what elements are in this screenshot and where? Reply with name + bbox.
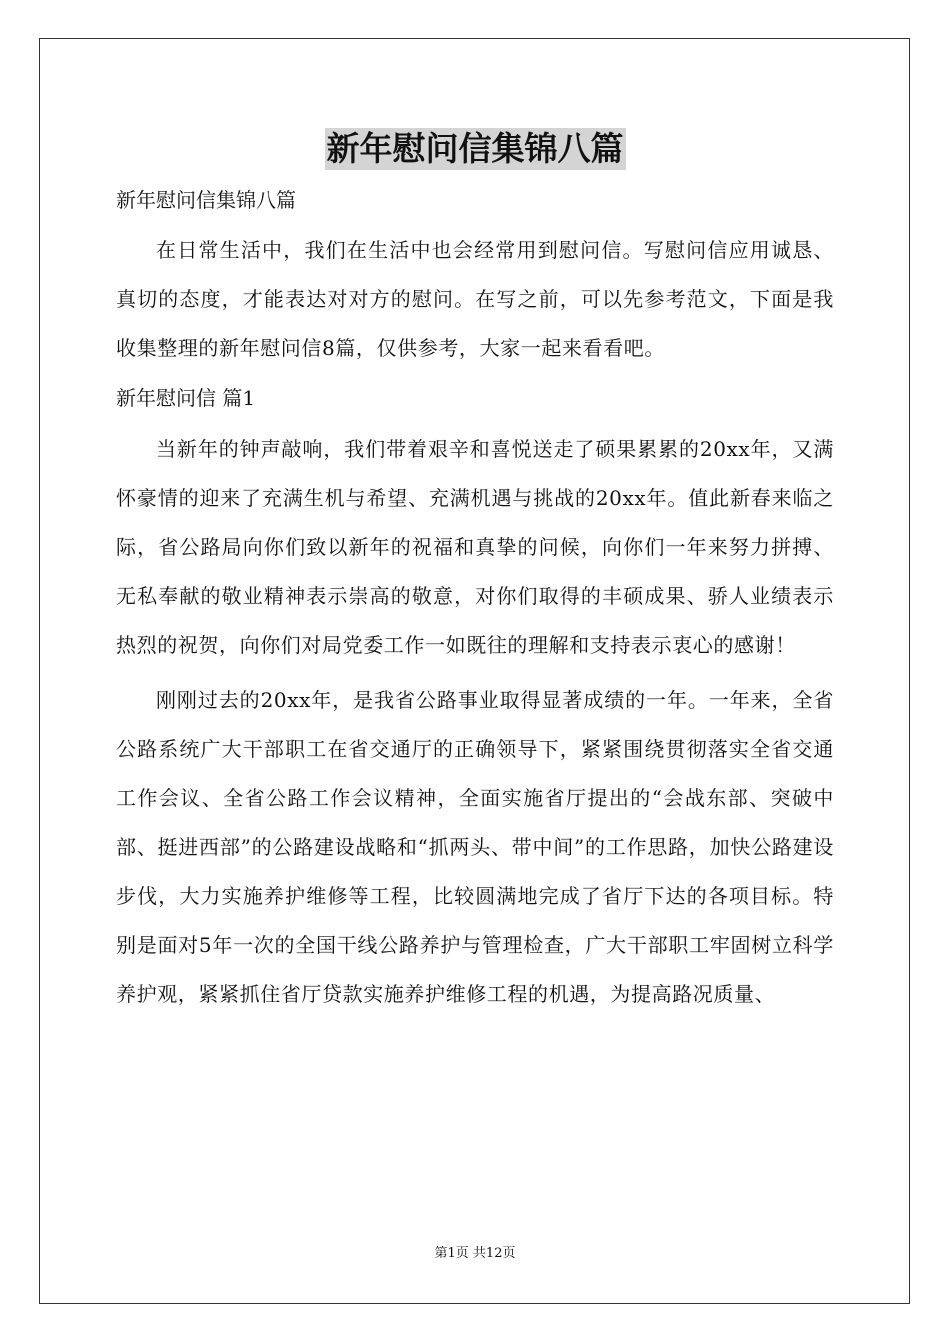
title-container <box>0 128 950 170</box>
body-paragraph-1: 当新年的钟声敲响，我们带着艰辛和喜悦送走了硕果累累的20xx年，又满怀豪情的迎来了充满生机与希望、充满机遇与挑战的20xx年。值此新春来临之际，省公路局向你们致以新年的祝福和真挚的问候，向你们一年来努力拼搏、无私奉献的敬业精神表示崇高的敬意，对你们取得的丰硕成果、骄人业绩表示热烈的祝贺，向你们对局党委工作一如既往的理解和支持表示衷心的感谢！ <box>116 437 834 657</box>
body-paragraph-2: 刚刚过去的20xx年，是我省公路事业取得显著成绩的一年。一年来，全省公路系统广大干部职工在省交通厅的正确领导下，紧紧围绕贯彻落实全省交通工作会议、全省公路工作会议精神，全面实施省厅提出的“会战东部、突破中部、挺进西部”的公路建设战略和“抓两头、带中间”的工作思路，加快公路建设步伐，大力实施养护维修等工程，比较圆满地完成了省厅下达的各项目标。特别是面对5年一次的全国干线公路养护与管理检查，广大干部职工牢固树立科学养护观，紧紧抓住省厅贷款实施养护维修工程的机遇，为提高路况质量、 <box>116 688 834 1006</box>
document-subtitle: 新年慰问信集锦八篇 <box>116 188 296 212</box>
document-body <box>116 180 834 1019</box>
section-heading: 新年慰问信 篇1 <box>116 386 256 410</box>
page-footer: 第1页 共12页 <box>434 1246 516 1261</box>
intro-paragraph: 在日常生活中，我们在生活中也会经常用到慰问信。写慰问信应用诚恳、真切的态度，才能表达对对方的慰问。在写之前，可以先参考范文，下面是我收集整理的新年慰问信8篇，仅供参考，大家一起来看看吧。 <box>116 238 834 360</box>
document-title: 新年慰问信集锦八篇 <box>326 129 624 168</box>
